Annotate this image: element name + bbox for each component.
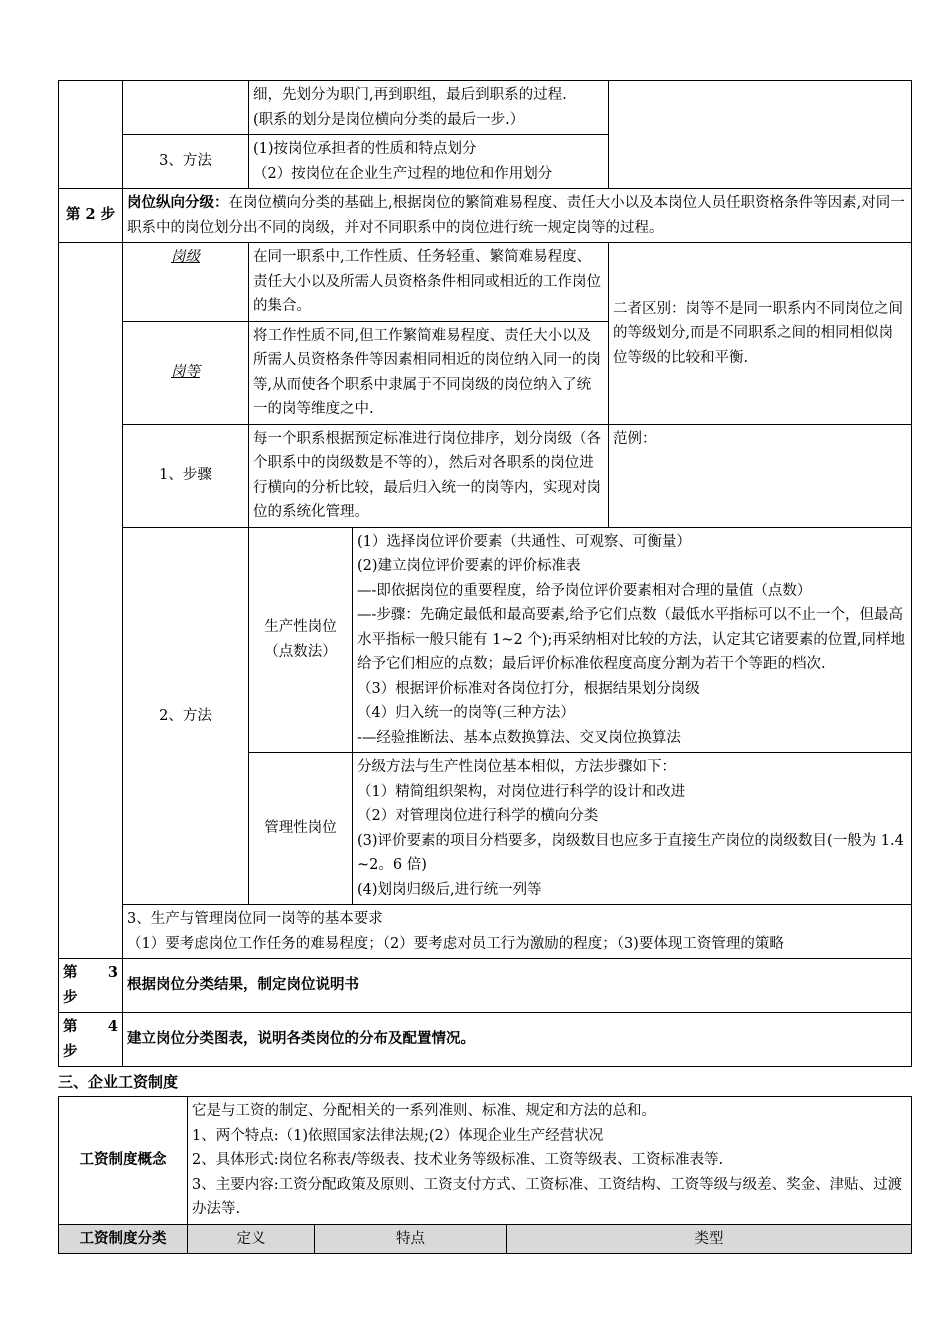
empty-note-cell bbox=[609, 81, 912, 189]
job-classification-table bbox=[58, 80, 912, 1067]
production-post-method: (1）选择岗位评价要素（共通性、可观察、可衡量） (2)建立岗位评价要素的评价标准表 —-即依据岗位的重要程度，给予岗位评价要素相对合理的量值（点数） —-步骤：先确定最低和最高要素,给予它们点数（最低水平指标可以不止一个，但最高水平指标一般只能有 1~2 个);再采纳相对比较的方法，认定其它诸要素的位置,同样地给予它们相应的点数；最后评价标准依程度高度分割为若干个等距的档次. （3）根据评价标准对各岗位打分，根据结果划分岗级 （4）归入统一的岗等(三种方法） -—经验推断法、基本点数换算法、交叉岗位换算法 bbox=[353, 527, 912, 753]
empty-step-cell bbox=[59, 81, 123, 189]
step-3-description: 根据岗位分类结果，制定岗位说明书 bbox=[123, 959, 912, 1013]
step-2-label: 第 2 步 bbox=[59, 189, 123, 243]
wage-system-table bbox=[58, 1096, 912, 1254]
wage-classification-label: 工资制度分类 bbox=[59, 1224, 188, 1254]
table-row bbox=[59, 959, 912, 1013]
gangdeng-label: 岗等 bbox=[123, 321, 249, 424]
gangdeng-definition: 将工作性质不同,但工作繁简难易程度、责任大小以及所需人员资格条件等因素相同相近的岗位纳入同一的岗等,从而使各个职系中隶属于不同岗级的岗位纳入了统一的岗等维度之中. bbox=[249, 321, 609, 424]
same-grade-requirements: 3、生产与管理岗位同一岗等的基本要求 （1）要考虑岗位工作任务的难易程度；（2）要考虑对员工行为激励的程度；（3)要体现工资管理的策略 bbox=[123, 905, 912, 959]
wage-concept-label: 工资制度概念 bbox=[59, 1097, 188, 1225]
step-3-label: 第 3 步 bbox=[59, 959, 123, 1013]
gangji-definition: 在同一职系中,工作性质、任务轻重、繁简难易程度、责任大小以及所需人员资格条件相同或相近的工作岗位的集合。 bbox=[249, 243, 609, 322]
gangji-label: 岗级 bbox=[123, 243, 249, 322]
section-title: 三、企业工资制度 bbox=[58, 1073, 179, 1091]
table-row bbox=[59, 189, 912, 243]
document-body bbox=[58, 80, 911, 1254]
column-header-type: 类型 bbox=[507, 1224, 912, 1254]
step-4-description: 建立岗位分类图表，说明各类岗位的分布及配置情况。 bbox=[123, 1013, 912, 1067]
column-header-definition: 定义 bbox=[188, 1224, 315, 1254]
table-header-row bbox=[59, 1224, 912, 1254]
production-post-label: 生产性岗位 （点数法） bbox=[249, 527, 353, 753]
table-row bbox=[59, 905, 912, 959]
division-process-text: 细，先划分为职门,再到职组，最后到职系的过程. (职系的划分是岗位横向分类的最后一步.） bbox=[249, 81, 609, 135]
step-4-label: 第 4 步 bbox=[59, 1013, 123, 1067]
table-row bbox=[59, 81, 912, 135]
column-header-feature: 特点 bbox=[315, 1224, 507, 1254]
example-label: 范例： bbox=[609, 424, 912, 527]
table-row bbox=[59, 527, 912, 753]
method-text: (1)按岗位承担者的性质和特点划分 （2）按岗位在企业生产过程的地位和作用划分 bbox=[249, 135, 609, 189]
method-label: 3、方法 bbox=[123, 135, 249, 189]
wage-concept-text: 它是与工资的制定、分配相关的一系列准则、标准、规定和方法的总和。 1、两个特点:（1)依照国家法律法规;(2）体现企业生产经营状况 2、具体形式:岗位名称表/等级表、技术业务等级标准、工资等级表、工资标准表等. 3、主要内容:工资分配政策及原则、工资支付方式、工资标准、工资结构、工资等级与级差、奖金、津贴、过渡办法等. bbox=[188, 1097, 912, 1225]
empty-step-cell bbox=[59, 243, 123, 959]
step-2-description: 岗位纵向分级：在岗位横向分类的基础上,根据岗位的繁简难易程度、责任大小以及本岗位人员任职资格条件等因素,对同一职系中的岗位划分出不同的岗级，并对不同职系中的岗位进行统一规定岗等的过程。 bbox=[123, 189, 912, 243]
management-post-method: 分级方法与生产性岗位基本相似，方法步骤如下： （1）精简组织架构，对岗位进行科学的设计和改进 （2）对管理岗位进行科学的横向分类 (3)评价要素的项目分档要多，岗级数目也应多于直接生产岗位的岗级数目(一般为 1.4~2。6 倍) (4)划岗归级后,进行统一列等 bbox=[353, 753, 912, 905]
difference-note: 二者区别：岗等不是同一职系内不同岗位之间的等级划分,而是不同职系之间的相同相似岗位等级的比较和平衡. bbox=[609, 243, 912, 425]
steps-text: 每一个职系根据预定标准进行岗位排序，划分岗级（各个职系中的岗级数是不等的），然后对各职系的岗位进行横向的分析比较，最后归入统一的岗等内，实现对岗位的系统化管理。 bbox=[249, 424, 609, 527]
management-post-label: 管理性岗位 bbox=[249, 753, 353, 905]
empty-label-cell bbox=[123, 81, 249, 135]
method-2-label: 2、方法 bbox=[123, 527, 249, 905]
table-row bbox=[59, 1013, 912, 1067]
table-row bbox=[59, 243, 912, 322]
steps-label: 1、步骤 bbox=[123, 424, 249, 527]
table-row bbox=[59, 424, 912, 527]
table-row bbox=[59, 1097, 912, 1225]
